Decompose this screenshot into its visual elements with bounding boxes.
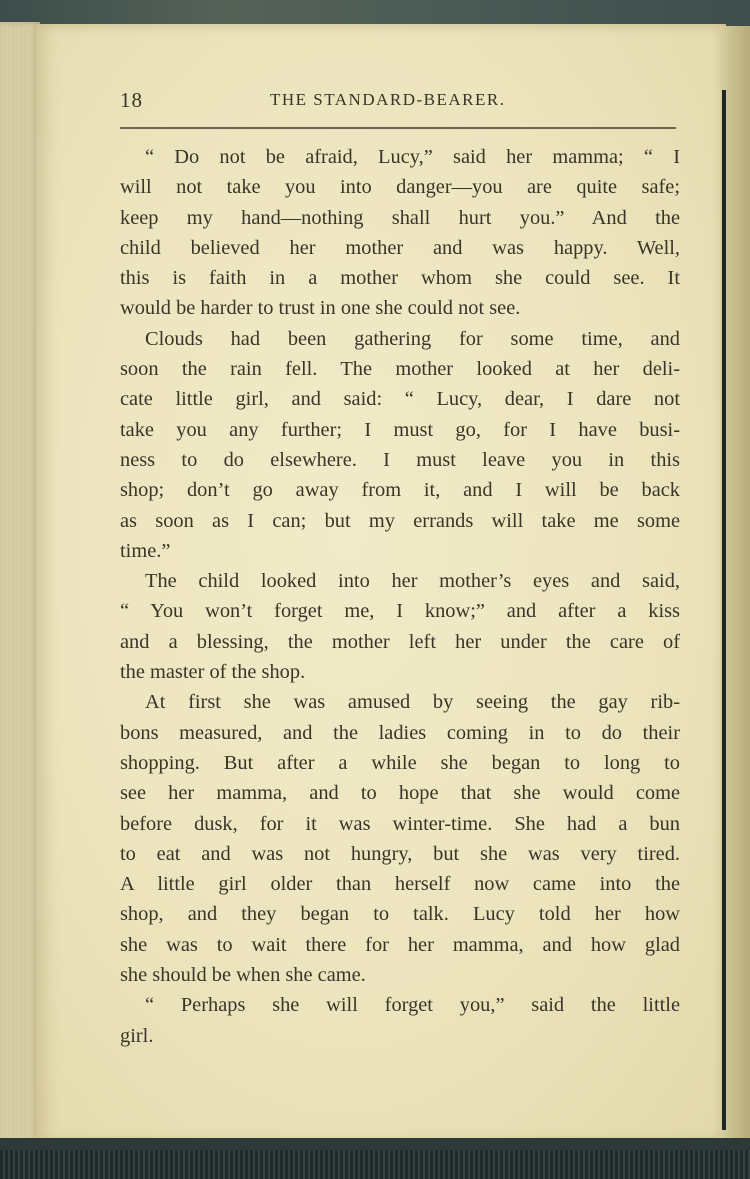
running-title: THE STANDARD-BEARER. xyxy=(270,90,506,109)
text-line: girl. xyxy=(120,1024,154,1047)
text-line: as soon as I can; but my errands will take me some xyxy=(120,509,680,532)
page-header xyxy=(120,88,680,114)
text-line: take you any further; I must go, for I have busi- xyxy=(120,418,680,441)
binding-shadow xyxy=(722,90,726,1130)
text-line: and a blessing, the mother left her under the care of xyxy=(120,630,680,653)
text-line: “ Do not be afraid, Lucy,” said her mamma; “ I xyxy=(145,146,680,168)
text-line: Clouds had been gathering for some time, and xyxy=(145,327,680,350)
text-line: A little girl older than herself now came into the xyxy=(120,873,680,896)
header-rule xyxy=(120,127,676,129)
text-line: keep my hand—nothing shall hurt you.” And the xyxy=(120,206,680,229)
text-line: The child looked into her mother’s eyes and said, xyxy=(145,570,680,593)
text-line: before dusk, for it was winter-time. She had a bun xyxy=(120,812,680,835)
text-line: soon the rain fell. The mother looked at her deli- xyxy=(120,358,680,381)
text-line: see her mamma, and to hope that she would come xyxy=(120,782,680,805)
text-line: child believed her mother and was happy. Well, xyxy=(120,236,680,259)
text-line: to eat and was not hungry, but she was very tired. xyxy=(120,842,680,865)
text-line: cate little girl, and said: “ Lucy, dear, I dare not xyxy=(120,388,680,411)
page-number: 18 xyxy=(120,88,143,112)
text-line: shopping. But after a while she began to long to xyxy=(120,751,680,774)
text-line: she was to wait there for her mamma, and how glad xyxy=(120,933,680,956)
book-cover-band xyxy=(0,1138,750,1150)
text-line: would be harder to trust in one she could not see. xyxy=(120,297,521,320)
text-line: bons measured, and the ladies coming in to do their xyxy=(120,721,680,744)
text-line: will not take you into danger—you are quite safe; xyxy=(120,176,680,199)
text-line: At first she was amused by seeing the gay rib- xyxy=(145,691,680,714)
text-line: this is faith in a mother whom she could see. It xyxy=(120,267,680,290)
body-text xyxy=(120,142,680,1051)
text-line: “ You won’t forget me, I know;” and after a kiss xyxy=(120,600,680,623)
text-line: shop; don’t go away from it, and I will be back xyxy=(120,479,680,502)
text-line: time.” xyxy=(120,539,171,562)
text-line: shop, and they began to talk. Lucy told her how xyxy=(120,903,680,926)
text-line: ness to do elsewhere. I must leave you in this xyxy=(120,448,680,471)
text-line: she should be when she came. xyxy=(120,964,366,987)
text-line: “ Perhaps she will forget you,” said the little xyxy=(145,994,680,1017)
text-line: the master of the shop. xyxy=(120,661,306,684)
stacked-page-edges xyxy=(0,22,40,1144)
